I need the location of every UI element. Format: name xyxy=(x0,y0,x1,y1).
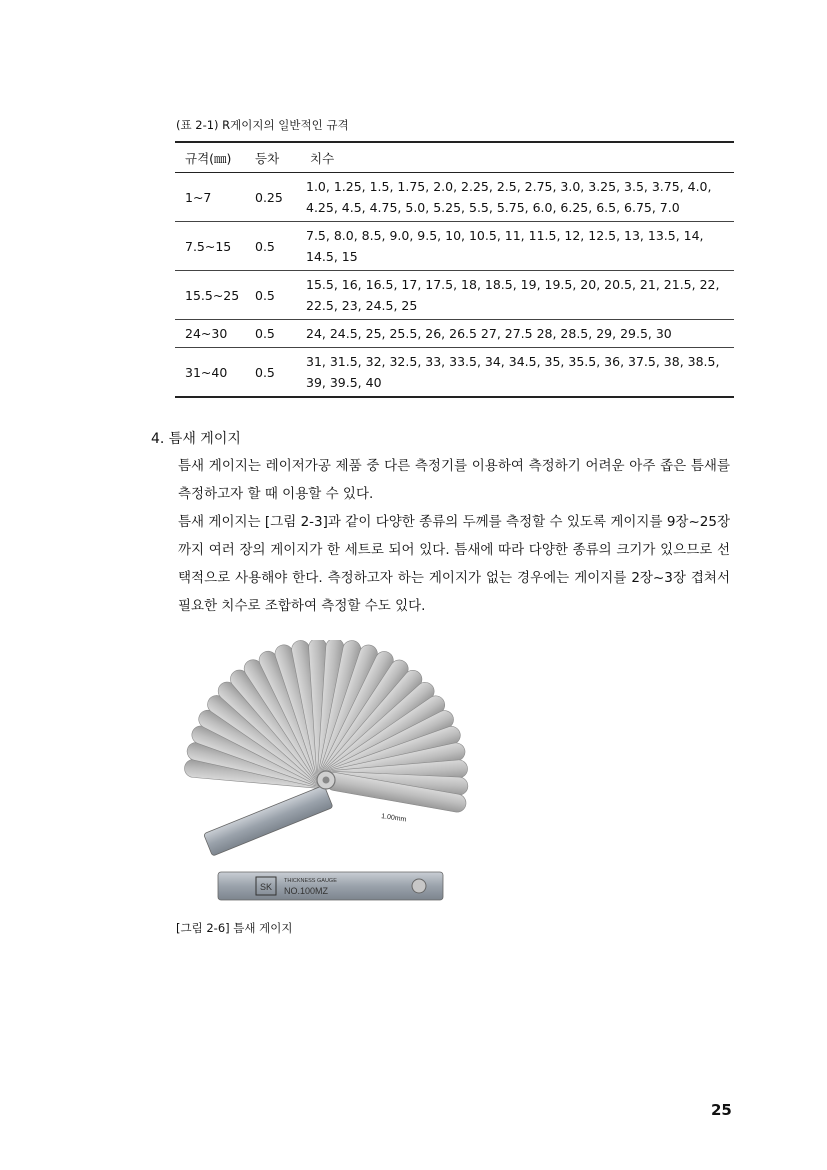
cell-range: 31~40 xyxy=(175,348,245,398)
case-label: THICKNESS GAUGE xyxy=(284,878,337,884)
cell-step: 0.5 xyxy=(245,271,300,320)
table-row xyxy=(175,320,734,348)
cell-values: 15.5, 16, 16.5, 17, 17.5, 18, 18.5, 19, 19.5, 20, 20.5, 21, 21.5, 22, 22.5, 23, 24.5, 25 xyxy=(300,271,734,320)
cell-values: 7.5, 8.0, 8.5, 9.0, 9.5, 10, 10.5, 11, 11.5, 12, 12.5, 13, 13.5, 14, 14.5, 15 xyxy=(300,222,734,271)
cell-values: 31, 31.5, 32, 32.5, 33, 33.5, 34, 34.5, 35, 35.5, 36, 37.5, 38, 38.5, 39, 39.5, 40 xyxy=(300,348,734,398)
table-row xyxy=(175,271,734,320)
cell-step: 0.5 xyxy=(245,320,300,348)
blade-label: 1.00mm xyxy=(380,813,407,824)
table-row xyxy=(175,222,734,271)
body-text xyxy=(178,452,730,620)
paragraph: 틈새 게이지는 레이저가공 제품 중 다른 측정기를 이용하여 측정하기 어려운 아주 좁은 틈새를 측정하고자 할 때 이용할 수 있다. xyxy=(178,458,730,502)
cell-values: 24, 24.5, 25, 25.5, 26, 26.5 27, 27.5 28, 28.5, 29, 29.5, 30 xyxy=(300,320,734,348)
cell-values: 1.0, 1.25, 1.5, 1.75, 2.0, 2.25, 2.5, 2.75, 3.0, 3.25, 3.5, 3.75, 4.0, 4.25, 4.5, 4.75, 5.0, 5.25, 5.5, 5.75, 6.0, 6.25, 6.5, 6.75, 7.0 xyxy=(300,173,734,222)
brand-label: SK xyxy=(259,882,273,892)
cell-range: 1~7 xyxy=(175,173,245,222)
cell-step: 0.25 xyxy=(245,173,300,222)
closed-gauge xyxy=(218,872,443,900)
gauge-handle xyxy=(204,785,334,856)
header-values: 치수 xyxy=(300,142,734,173)
pivot-screw-center xyxy=(323,777,330,784)
r-gauge-spec-table xyxy=(175,141,734,398)
table-caption: (표 2-1) R게이지의 일반적인 규격 xyxy=(176,118,349,132)
cell-step: 0.5 xyxy=(245,348,300,398)
table-row xyxy=(175,348,734,398)
header-step: 등차 xyxy=(245,142,300,173)
section-title: 4. 틈새 게이지 xyxy=(151,431,241,447)
paragraph: 틈새 게이지는 [그림 2-3]과 같이 다양한 종류의 두께를 측정할 수 있도록 게이지를 9장~25장까지 여러 장의 게이지가 한 세트로 되어 있다. 틈새에 따라 다양한 종류의 크기가 있으므로 선택적으로 사용해야 한다. 측정하고자 하는 게이지가 없는 경우에는 게이지를 2장~3장 겹쳐서 필요한 치수로 조합하여 측정할 수도 있다. xyxy=(178,514,730,614)
table-row xyxy=(175,173,734,222)
header-range: 규격(㎜) xyxy=(175,142,245,173)
table-header-row xyxy=(175,142,734,173)
page-number: 25 xyxy=(711,1101,732,1119)
cell-range: 7.5~15 xyxy=(175,222,245,271)
cell-range: 24~30 xyxy=(175,320,245,348)
feeler-gauge-image xyxy=(176,640,476,910)
model-label: NO.100MZ xyxy=(284,886,329,896)
cell-range: 15.5~25 xyxy=(175,271,245,320)
cell-step: 0.5 xyxy=(245,222,300,271)
figure-caption: [그림 2-6] 틈새 게이지 xyxy=(176,921,293,935)
